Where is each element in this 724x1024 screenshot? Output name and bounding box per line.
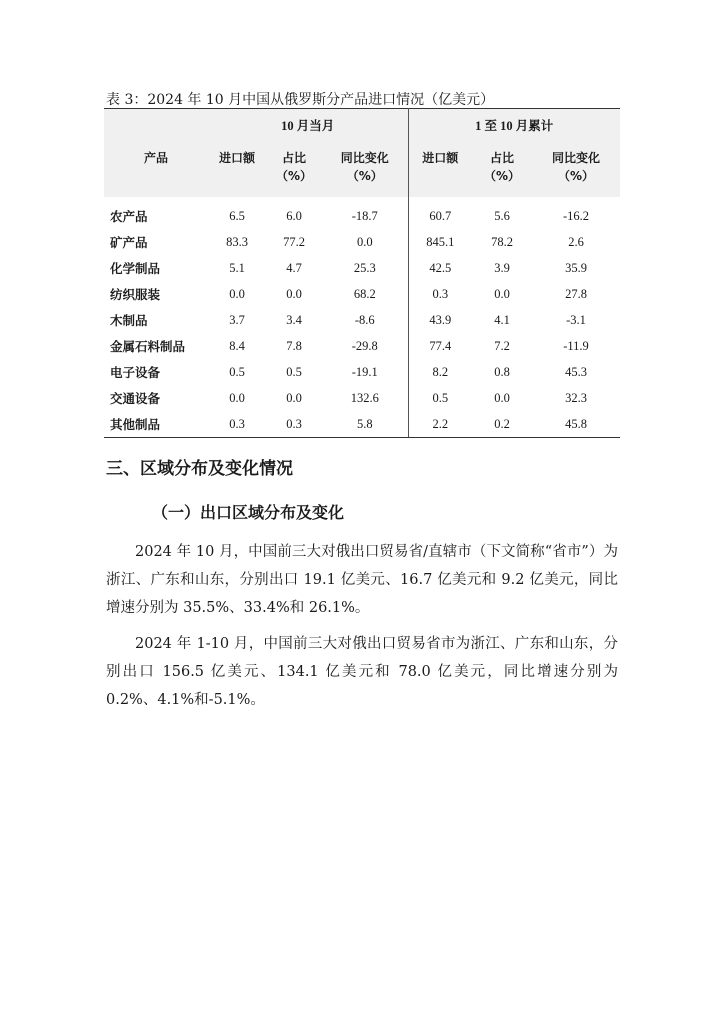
section-heading: 三、区域分布及变化情况 xyxy=(106,459,293,479)
table-row: 电子设备 0.5 0.5 -19.1 8.2 0.8 45.3 xyxy=(104,359,620,385)
group-header-row xyxy=(104,109,620,142)
table-row: 金属石料制品 8.4 7.8 -29.8 77.4 7.2 -11.9 xyxy=(104,333,620,359)
group-header-month: 10 月当月 xyxy=(208,109,408,142)
group-header-cumulative: 1 至 10 月累计 xyxy=(408,109,620,142)
col-header-import-cum: 进口额 xyxy=(408,141,472,197)
col-header-yoy: 同比变化 （%） xyxy=(322,141,408,197)
table-row: 木制品 3.7 3.4 -8.6 43.9 4.1 -3.1 xyxy=(104,307,620,333)
table-row: 矿产品 83.3 77.2 0.0 845.1 78.2 2.6 xyxy=(104,229,620,255)
import-table xyxy=(104,108,620,438)
paragraph: 2024 年 10 月，中国前三大对俄出口贸易省/直辖市（下文简称“省市”）为浙江、广东和山东，分别出口 19.1 亿美元、16.7 亿美元和 9.2 亿美元，同比增速分别为 35.5%、33.4%和 26.1%。 xyxy=(106,544,618,616)
col-header-import: 进口额 xyxy=(208,141,266,197)
col-header-yoy-cum: 同比变化 （%） xyxy=(532,141,620,197)
table-row: 交通设备 0.0 0.0 132.6 0.5 0.0 32.3 xyxy=(104,385,620,411)
col-header-product: 产品 xyxy=(104,141,208,197)
table-row: 农产品 6.5 6.0 -18.7 60.7 5.6 -16.2 xyxy=(104,197,620,229)
table-row: 纺织服装 0.0 0.0 68.2 0.3 0.0 27.8 xyxy=(104,281,620,307)
col-header-share-cum: 占比 （%） xyxy=(472,141,532,197)
table-caption: 表 3：2024 年 10 月中国从俄罗斯分产品进口情况（亿美元） xyxy=(106,92,495,108)
group-header-blank xyxy=(104,109,208,142)
table-row: 化学制品 5.1 4.7 25.3 42.5 3.9 35.9 xyxy=(104,255,620,281)
section-subheading: （一）出口区域分布及变化 xyxy=(152,503,345,522)
column-header-row xyxy=(104,141,620,197)
table-row: 其他制品 0.3 0.3 5.8 2.2 0.2 45.8 xyxy=(104,411,620,438)
paragraph: 2024 年 1-10 月，中国前三大对俄出口贸易省市为浙江、广东和山东，分别出口 156.5 亿美元、134.1 亿美元和 78.0 亿美元，同比增速分别为 0.2%、4.1%和-5.1%。 xyxy=(106,636,618,708)
col-header-share: 占比 （%） xyxy=(266,141,322,197)
